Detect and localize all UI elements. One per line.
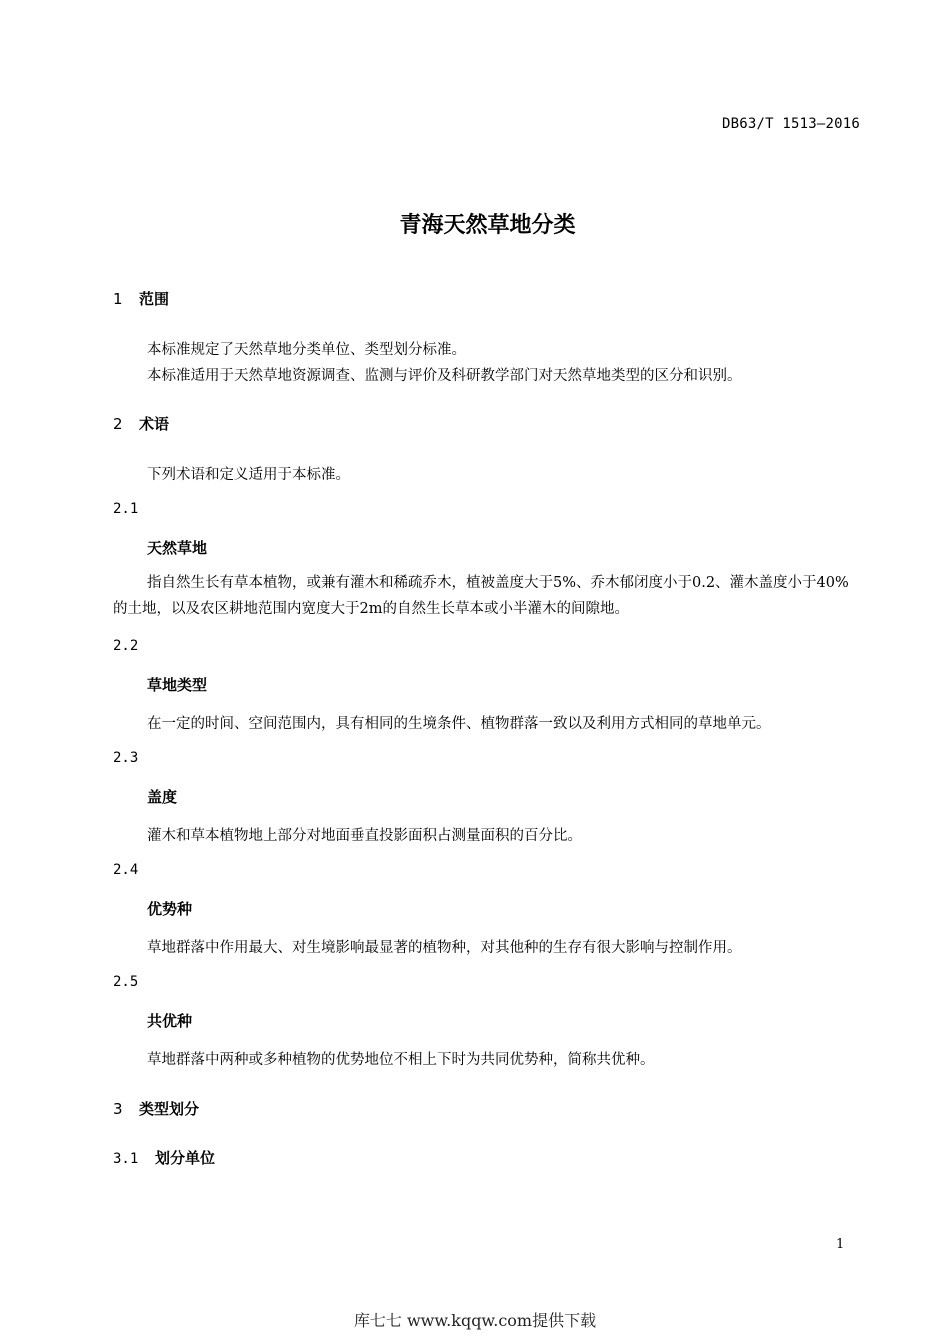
page-number: 1 <box>836 1237 845 1252</box>
section-3-heading <box>113 1098 199 1119</box>
section-3-number: 3 <box>113 1100 123 1118</box>
definition-2-3: 灌木和草本植物地上部分对地面垂直投影面积占测量面积的百分比。 <box>147 828 582 844</box>
document-title: 青海天然草地分类 <box>399 213 576 238</box>
section-2-number: 2 <box>113 415 123 433</box>
section-1-heading <box>113 288 169 309</box>
section-2-intro: 下列术语和定义适用于本标准。 <box>147 467 350 483</box>
definition-2-5: 草地群落中两种或多种植物的优势地位不相上下时为共同优势种，简称共优种。 <box>147 1052 655 1068</box>
definition-2-1: 指自然生长有草本植物，或兼有灌木和稀疏乔木，植被盖度大于5%、乔木郁闭度小于0.2、灌木盖度小于40%的土地，以及农区耕地范围内宽度大于2m的自然生长草本或小半灌木的间隙地。 <box>113 575 849 617</box>
term-2-1: 天然草地 <box>147 539 208 557</box>
clause-2-3-number: 2.3 <box>113 750 139 766</box>
section-1-number: 1 <box>113 290 123 308</box>
term-2-4: 优势种 <box>147 900 193 918</box>
standard-number: DB63/T 1513—2016 <box>721 116 860 132</box>
term-2-2: 草地类型 <box>147 676 208 694</box>
term-2-3: 盖度 <box>147 788 178 806</box>
download-footer: 库七七 www.kqqw.com提供下载 <box>353 1311 597 1330</box>
definition-2-4: 草地群落中作用最大、对生境影响最显著的植物种，对其他种的生存有很大影响与控制作用。 <box>147 940 742 956</box>
section-1-paragraph-1: 本标准规定了天然草地分类单位、类型划分标准。 <box>147 342 466 358</box>
definition-2-2: 在一定的时间、空间范围内，具有相同的生境条件、植物群落一致以及利用方式相同的草地单元。 <box>147 716 771 732</box>
section-1-title: 范围 <box>139 290 170 308</box>
section-3-1-heading <box>113 1147 215 1168</box>
clause-2-4-number: 2.4 <box>113 862 139 878</box>
clause-2-5-number: 2.5 <box>113 974 139 990</box>
section-1-paragraph-2: 本标准适用于天然草地资源调查、监测与评价及科研教学部门对天然草地类型的区分和识别。 <box>147 368 742 384</box>
section-2-heading <box>113 413 169 434</box>
section-3-title: 类型划分 <box>139 1100 200 1118</box>
section-3-1-title: 划分单位 <box>155 1149 216 1167</box>
section-3-1-number: 3.1 <box>113 1151 139 1167</box>
term-2-5: 共优种 <box>147 1012 193 1030</box>
clause-2-2-number: 2.2 <box>113 638 139 654</box>
section-2-title: 术语 <box>139 415 170 433</box>
clause-2-1-number: 2.1 <box>113 501 139 517</box>
